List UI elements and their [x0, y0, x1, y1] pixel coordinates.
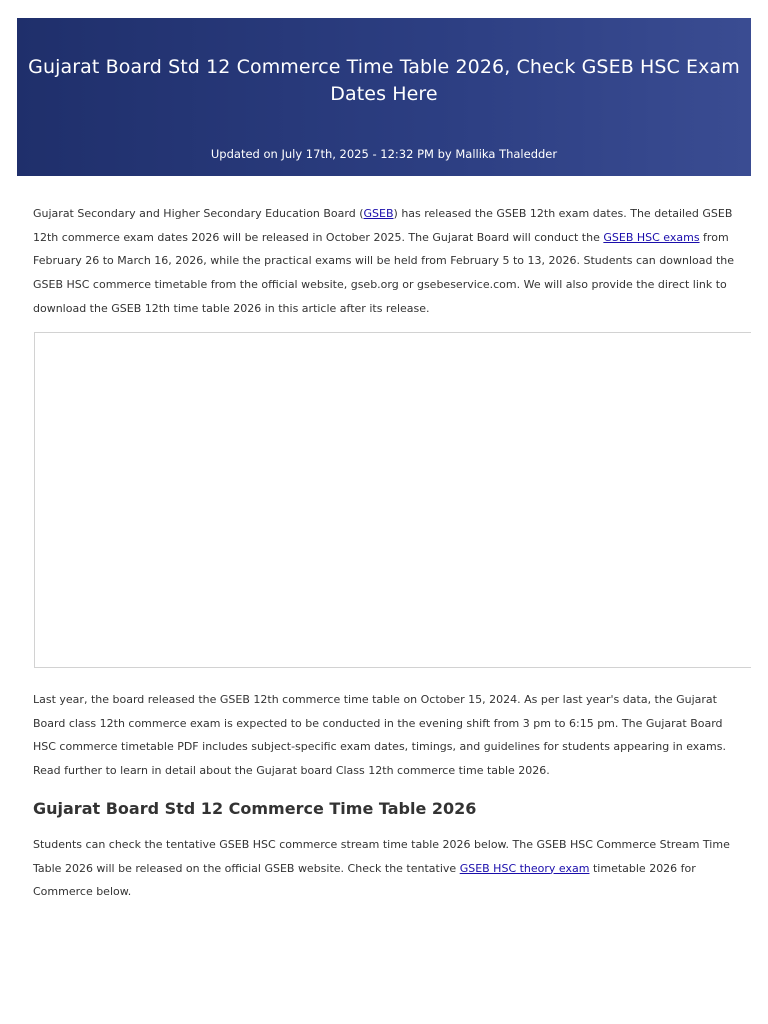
article-header	[17, 18, 751, 176]
embedded-content-frame	[34, 332, 751, 668]
section-heading: Gujarat Board Std 12 Commerce Time Table 2026	[33, 799, 477, 818]
section-paragraph-wrap	[33, 833, 736, 904]
page-title: Gujarat Board Std 12 Commerce Time Table 2026, Check GSEB HSC Exam Dates Here	[28, 56, 740, 105]
gseb-link[interactable]: GSEB	[363, 207, 394, 220]
gseb-hsc-exams-link[interactable]: GSEB HSC exams	[603, 230, 700, 244]
intro-paragraph-wrap	[33, 202, 736, 321]
gseb-hsc-theory-exam-link[interactable]: GSEB HSC theory exam	[459, 861, 590, 875]
paragraph-2-wrap	[33, 688, 736, 783]
section-paragraph	[33, 833, 736, 904]
paragraph-2: Last year, the board released the GSEB 12th commerce time table on October 15, 2024. As per last year's data, the Gujarat Board class 12th commerce exam is expected to be conducted in the evening shift from 3 pm to 6:15 pm. The Gujarat Board HSC commerce timetable PDF includes subject-specific exam dates, timings, and guidelines for students appearing in exams. Read further to learn in detail about the Gujarat board Class 12th commerce time table 2026.	[33, 693, 726, 778]
section-text-1: Students can check the tentative GSEB HSC commerce stream time table 2026 below. The GSEB HSC Commerce Stream Time Table 2026 will be released on the official GSEB website. Check the tentative	[33, 838, 730, 875]
article-meta: Updated on July 17th, 2025 - 12:32 PM by Mallika Thaledder	[210, 147, 558, 161]
intro-text-2: ) has released the GSEB 12th exam dates. The detailed GSEB 12th commerce exam dates 2026 will be released in October 2025. The Gujarat Board will conduct the	[33, 207, 733, 244]
intro-text-3: from February 26 to March 16, 2026, while the practical exams will be held from February 5 to 13, 2026. Students can download the GSEB HSC commerce timetable from the official website, gseb.org or gsebeservice.com. We will also provide the direct link to download the GSEB 12th time table 2026 in this article after its release.	[33, 230, 734, 315]
intro-paragraph	[33, 202, 736, 321]
intro-text-1: Gujarat Secondary and Higher Secondary Education Board (	[33, 207, 364, 220]
section-text-2: timetable 2026 for Commerce below.	[33, 861, 696, 899]
